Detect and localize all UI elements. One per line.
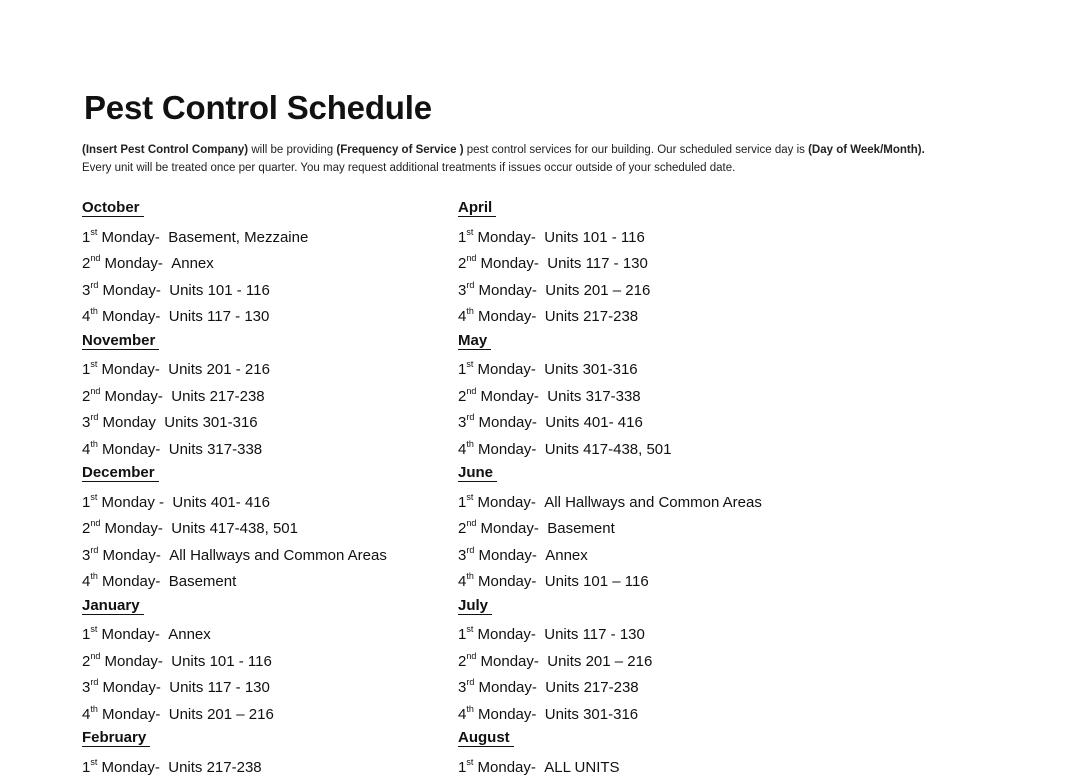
- ordinal-number: 4: [458, 308, 466, 325]
- schedule-entry: [458, 649, 1058, 676]
- ordinal-number: 4: [458, 706, 466, 723]
- entry-day: Monday-: [98, 441, 161, 458]
- schedule-entry: [458, 543, 1058, 570]
- schedule-entry: [82, 543, 442, 570]
- schedule-entry: [82, 675, 442, 702]
- entry-area: Units 401- 416: [172, 494, 270, 511]
- company-placeholder: (Insert Pest Control Company): [82, 144, 248, 156]
- entry-area: Units 201 – 216: [547, 653, 652, 670]
- entry-area: Annex: [168, 626, 211, 643]
- entry-area: All Hallways and Common Areas: [169, 547, 387, 564]
- schedule-entry: [458, 410, 1058, 437]
- entry-day: Monday-: [474, 308, 537, 325]
- intro-line-1: [82, 141, 1072, 159]
- month-name: June: [458, 464, 497, 482]
- ordinal-number: 3: [82, 282, 90, 299]
- month-heading: [82, 728, 442, 755]
- month-heading: [458, 728, 1058, 755]
- ordinal-suffix: nd: [466, 253, 476, 263]
- ordinal-number: 2: [82, 255, 90, 272]
- intro-text-1: will be providing: [248, 144, 336, 156]
- page-title: Pest Control Schedule: [84, 86, 432, 130]
- entry-area: Annex: [545, 547, 588, 564]
- entry-area: Units 117 - 130: [544, 626, 645, 643]
- schedule-entry: [458, 516, 1058, 543]
- entry-day: Monday-: [474, 679, 537, 696]
- entry-area: Units 417-438, 501: [171, 520, 298, 537]
- schedule-entry: [82, 384, 442, 411]
- ordinal-number: 2: [82, 520, 90, 537]
- entry-day: Monday-: [476, 653, 539, 670]
- month-name: July: [458, 597, 492, 615]
- entry-day: Monday-: [474, 706, 537, 723]
- month-heading: [82, 198, 442, 225]
- intro-text-2: pest control services for our building. Our scheduled service day is: [464, 144, 809, 156]
- ordinal-number: 4: [82, 706, 90, 723]
- month-name: December: [82, 464, 159, 482]
- ordinal-suffix: th: [90, 704, 98, 714]
- schedule-entry: [82, 516, 442, 543]
- frequency-placeholder: (Frequency of Service ): [336, 144, 463, 156]
- entry-day: Monday-: [476, 520, 539, 537]
- schedule-entry: [82, 278, 442, 305]
- ordinal-suffix: st: [90, 227, 97, 237]
- entry-area: Units 417-438, 501: [545, 441, 672, 458]
- month-name: February: [82, 729, 150, 747]
- month-heading: [458, 198, 1058, 225]
- entry-area: Units 201 - 216: [168, 361, 270, 378]
- ordinal-suffix: nd: [90, 253, 100, 263]
- schedule-entry: [458, 622, 1058, 649]
- ordinal-suffix: th: [466, 704, 474, 714]
- ordinal-number: 3: [458, 414, 466, 431]
- ordinal-number: 2: [458, 255, 466, 272]
- ordinal-suffix: th: [90, 439, 98, 449]
- ordinal-number: 3: [82, 547, 90, 564]
- entry-day: Monday-: [474, 282, 537, 299]
- ordinal-number: 3: [458, 679, 466, 696]
- entry-day: Monday-: [474, 547, 537, 564]
- entry-day: Monday-: [100, 653, 163, 670]
- entry-day: Monday-: [98, 282, 161, 299]
- month-heading: [82, 596, 442, 623]
- ordinal-suffix: st: [466, 492, 473, 502]
- ordinal-number: 2: [458, 388, 466, 405]
- entry-day: Monday-: [473, 361, 536, 378]
- entry-area: Annex: [171, 255, 214, 272]
- ordinal-suffix: rd: [466, 412, 474, 422]
- entry-area: Units 117 - 130: [169, 679, 270, 696]
- ordinal-number: 1: [458, 229, 466, 246]
- ordinal-suffix: th: [90, 571, 98, 581]
- ordinal-suffix: st: [466, 757, 473, 767]
- entry-area: Units 101 – 116: [545, 573, 649, 590]
- ordinal-suffix: rd: [90, 412, 98, 422]
- entry-area: Units 301-316: [544, 361, 637, 378]
- month-heading: [458, 463, 1058, 490]
- ordinal-suffix: rd: [90, 545, 98, 555]
- ordinal-number: 1: [458, 494, 466, 511]
- entry-day: Monday-: [473, 626, 536, 643]
- ordinal-number: 3: [82, 414, 90, 431]
- ordinal-suffix: st: [90, 624, 97, 634]
- schedule-entry: [82, 357, 442, 384]
- entry-day: Monday-: [476, 255, 539, 272]
- ordinal-suffix: nd: [90, 518, 100, 528]
- ordinal-number: 1: [458, 626, 466, 643]
- schedule-entry: [458, 490, 1058, 517]
- schedule-entry: [82, 490, 442, 517]
- schedule-entry: [458, 675, 1058, 702]
- schedule-column-left: [82, 198, 442, 781]
- schedule-entry: [82, 702, 442, 729]
- ordinal-number: 1: [82, 759, 90, 776]
- month-name: November: [82, 332, 159, 350]
- month-name: August: [458, 729, 514, 747]
- schedule-entry: [82, 251, 442, 278]
- schedule-column-right: [458, 198, 1058, 781]
- entry-day: Monday-: [98, 706, 161, 723]
- entry-day: Monday: [98, 414, 156, 431]
- month-name: April: [458, 199, 496, 217]
- schedule-entry: [82, 304, 442, 331]
- entry-area: Units 317-338: [169, 441, 262, 458]
- entry-area: Basement: [547, 520, 615, 537]
- entry-day: Monday-: [98, 679, 161, 696]
- ordinal-number: 1: [82, 626, 90, 643]
- ordinal-number: 1: [458, 759, 466, 776]
- ordinal-suffix: nd: [466, 386, 476, 396]
- schedule-entry: [82, 622, 442, 649]
- entry-area: Units 101 - 116: [169, 282, 270, 299]
- ordinal-number: 2: [458, 520, 466, 537]
- entry-area: Units 317-338: [547, 388, 640, 405]
- ordinal-suffix: th: [466, 439, 474, 449]
- ordinal-suffix: th: [466, 571, 474, 581]
- month-heading: [82, 331, 442, 358]
- schedule-entry: [458, 251, 1058, 278]
- entry-day: Monday-: [97, 626, 160, 643]
- ordinal-suffix: rd: [466, 280, 474, 290]
- schedule-entry: [458, 384, 1058, 411]
- ordinal-suffix: th: [466, 306, 474, 316]
- entry-day: Monday-: [100, 255, 163, 272]
- month-heading: [458, 596, 1058, 623]
- entry-area: Units 101 - 116: [544, 229, 645, 246]
- entry-day: Monday-: [98, 308, 161, 325]
- intro-paragraph: [82, 141, 1072, 177]
- entry-day: Monday-: [97, 361, 160, 378]
- entry-day: Monday-: [474, 441, 537, 458]
- schedule-entry: [82, 649, 442, 676]
- entry-area: ALL UNITS: [544, 759, 619, 776]
- entry-area: Units 217-238: [168, 759, 261, 776]
- ordinal-suffix: st: [466, 359, 473, 369]
- month-heading: [458, 331, 1058, 358]
- schedule-entry: [82, 437, 442, 464]
- schedule-entry: [458, 304, 1058, 331]
- entry-day: Monday-: [100, 388, 163, 405]
- entry-day: Monday -: [97, 494, 164, 511]
- ordinal-number: 4: [82, 441, 90, 458]
- schedule-entry: [458, 702, 1058, 729]
- intro-line-2: Every unit will be treated once per quarter. You may request additional treatments if issues occur outside of your scheduled date.: [82, 159, 1072, 177]
- ordinal-suffix: st: [90, 359, 97, 369]
- month-name: May: [458, 332, 491, 350]
- schedule-entry: [82, 410, 442, 437]
- ordinal-suffix: nd: [466, 651, 476, 661]
- ordinal-number: 4: [82, 573, 90, 590]
- entry-day: Monday-: [97, 759, 160, 776]
- ordinal-suffix: nd: [90, 386, 100, 396]
- ordinal-suffix: rd: [466, 677, 474, 687]
- entry-day: Monday-: [474, 414, 537, 431]
- ordinal-number: 1: [82, 361, 90, 378]
- entry-area: Units 201 – 216: [545, 282, 650, 299]
- entry-day: Monday-: [473, 229, 536, 246]
- schedule-entry: [458, 755, 1058, 781]
- entry-area: Units 117 - 130: [169, 308, 270, 325]
- ordinal-number: 2: [458, 653, 466, 670]
- ordinal-number: 1: [458, 361, 466, 378]
- ordinal-suffix: rd: [90, 677, 98, 687]
- ordinal-number: 3: [82, 679, 90, 696]
- ordinal-suffix: st: [466, 227, 473, 237]
- entry-area: Units 301-316: [545, 706, 638, 723]
- ordinal-number: 2: [82, 653, 90, 670]
- ordinal-suffix: nd: [466, 518, 476, 528]
- ordinal-number: 3: [458, 282, 466, 299]
- ordinal-number: 4: [82, 308, 90, 325]
- entry-day: Monday-: [97, 229, 160, 246]
- entry-day: Monday-: [476, 388, 539, 405]
- schedule-entry: [82, 755, 442, 781]
- ordinal-number: 1: [82, 494, 90, 511]
- entry-day: Monday-: [473, 494, 536, 511]
- ordinal-suffix: nd: [90, 651, 100, 661]
- day-placeholder: (Day of Week/Month).: [808, 144, 925, 156]
- entry-day: Monday-: [98, 573, 161, 590]
- ordinal-number: 4: [458, 573, 466, 590]
- ordinal-suffix: st: [90, 492, 97, 502]
- schedule-entry: [458, 225, 1058, 252]
- entry-area: Units 401- 416: [545, 414, 643, 431]
- schedule-entry: [82, 225, 442, 252]
- ordinal-number: 4: [458, 441, 466, 458]
- schedule-entry: [458, 437, 1058, 464]
- entry-area: Units 201 – 216: [169, 706, 274, 723]
- entry-day: Monday-: [98, 547, 161, 564]
- entry-area: Basement, Mezzaine: [168, 229, 308, 246]
- entry-area: Units 217-238: [545, 679, 638, 696]
- entry-area: Basement: [169, 573, 237, 590]
- month-name: October: [82, 199, 144, 217]
- entry-area: Units 217-238: [171, 388, 264, 405]
- ordinal-suffix: st: [90, 757, 97, 767]
- schedule-entry: [458, 569, 1058, 596]
- entry-area: Units 117 - 130: [547, 255, 648, 272]
- ordinal-number: 1: [82, 229, 90, 246]
- entry-day: Monday-: [473, 759, 536, 776]
- entry-area: Units 217-238: [545, 308, 638, 325]
- entry-area: Units 301-316: [164, 414, 257, 431]
- month-heading: [82, 463, 442, 490]
- ordinal-suffix: rd: [466, 545, 474, 555]
- ordinal-number: 2: [82, 388, 90, 405]
- entry-day: Monday-: [100, 520, 163, 537]
- entry-day: Monday-: [474, 573, 537, 590]
- schedule-entry: [82, 569, 442, 596]
- month-name: January: [82, 597, 144, 615]
- schedule-entry: [458, 278, 1058, 305]
- ordinal-number: 3: [458, 547, 466, 564]
- ordinal-suffix: st: [466, 624, 473, 634]
- schedule-entry: [458, 357, 1058, 384]
- ordinal-suffix: th: [90, 306, 98, 316]
- entry-area: All Hallways and Common Areas: [544, 494, 762, 511]
- ordinal-suffix: rd: [90, 280, 98, 290]
- entry-area: Units 101 - 116: [171, 653, 272, 670]
